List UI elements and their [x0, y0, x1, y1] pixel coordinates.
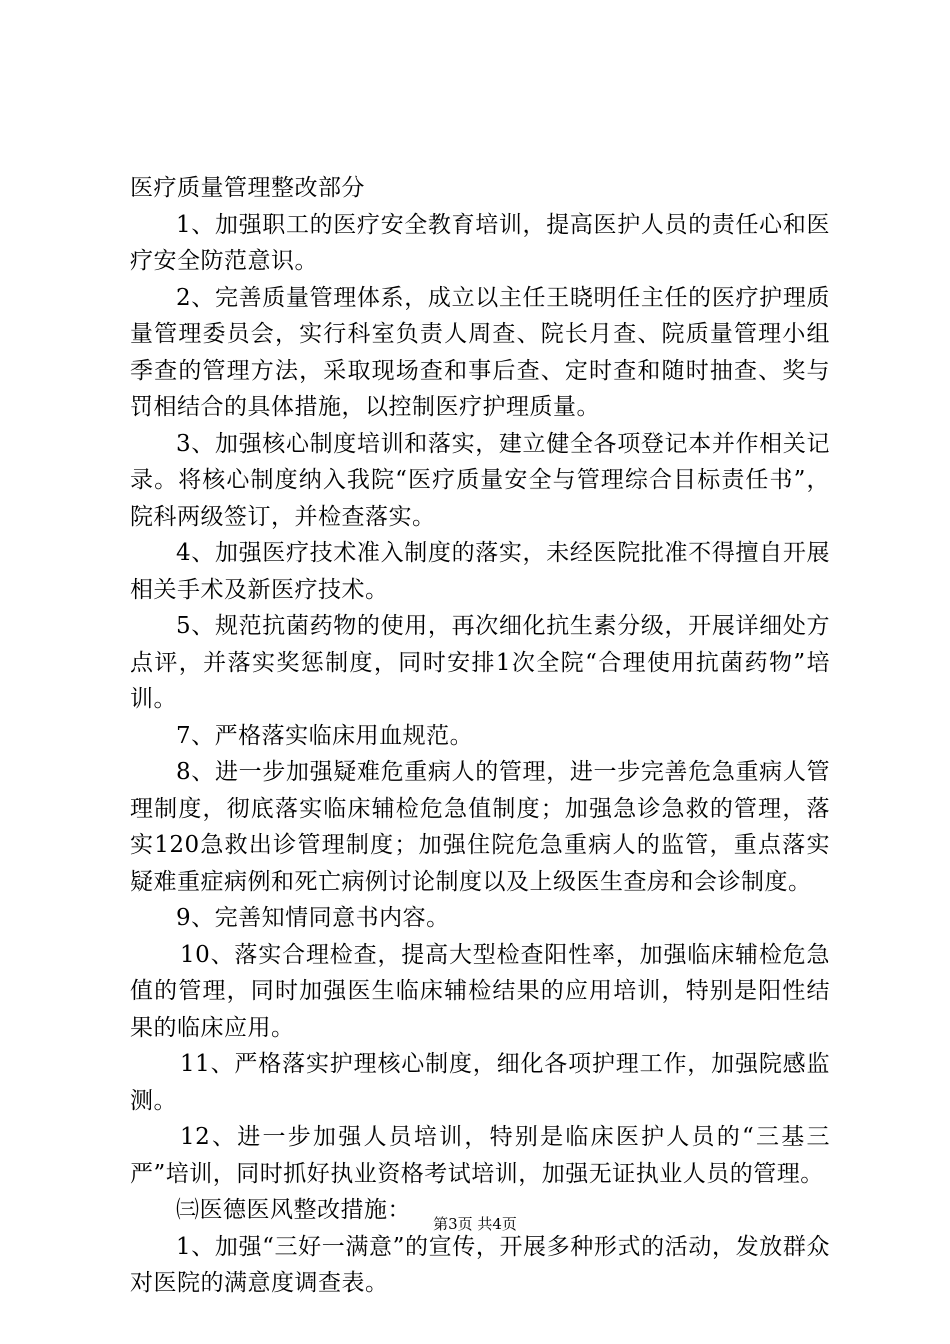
subsection-heading: ㈢医德医风整改措施：: [176, 1197, 411, 1223]
paragraph-1: 1、加强职工的医疗安全教育培训，提高医护人员的责任心和医疗安全防范意识。: [130, 211, 830, 274]
paragraph-3: 3、加强核心制度培训和落实，建立健全各项登记本并作相关记录。将核心制度纳入我院“医疗质量安全与管理综合目标责任书”，院科两级签订，并检查落实。: [130, 430, 830, 530]
paragraph-ethics-1: 1、加强“三好一满意”的宣传，开展多种形式的活动，发放群众对医院的满意度调查表。: [130, 1233, 830, 1296]
page-number-footer: 第3页 共4页: [433, 1215, 517, 1233]
paragraph-12: 12、进一步加强人员培训，特别是临床医护人员的“三基三严”培训，同时抓好执业资格考试培训，加强无证执业人员的管理。: [130, 1124, 830, 1187]
section-heading: 医疗质量管理整改部分: [130, 175, 365, 201]
paragraph-8: 8、进一步加强疑难危重病人的管理，进一步完善危急重病人管理制度，彻底落实临床辅检危急值制度；加强急诊急救的管理，落实120急救出诊管理制度；加强住院危急重病人的监管，重点落实疑难重症病例和死亡病例讨论制度以及上级医生查房和会诊制度。: [130, 759, 830, 895]
paragraph-11: 11、严格落实护理核心制度，细化各项护理工作，加强院感监测。: [130, 1051, 830, 1114]
paragraph-9: 9、完善知情同意书内容。: [176, 905, 450, 931]
paragraph-2: 2、完善质量管理体系，成立以主任王晓明任主任的医疗护理质量管理委员会，实行科室负责人周查、院长月查、院质量管理小组季查的管理方法，采取现场查和事后查、定时查和随时抽查、奖与罚相结合的具体措施，以控制医疗护理质量。: [130, 284, 830, 420]
paragraph-4: 4、加强医疗技术准入制度的落实，未经医院批准不得擅自开展相关手术及新医疗技术。: [130, 540, 830, 603]
document-body: [130, 170, 830, 1302]
paragraph-7: 7、严格落实临床用血规范。: [176, 722, 474, 749]
paragraph-10: 10、落实合理检查，提高大型检查阳性率，加强临床辅检危急值的管理，同时加强医生临床辅检结果的应用培训，特别是阳性结果的临床应用。: [130, 941, 830, 1041]
paragraph-5: 5、规范抗菌药物的使用，再次细化抗生素分级，开展详细处方点评，并落实奖惩制度，同时安排1次全院“合理使用抗菌药物”培训。: [130, 613, 830, 712]
